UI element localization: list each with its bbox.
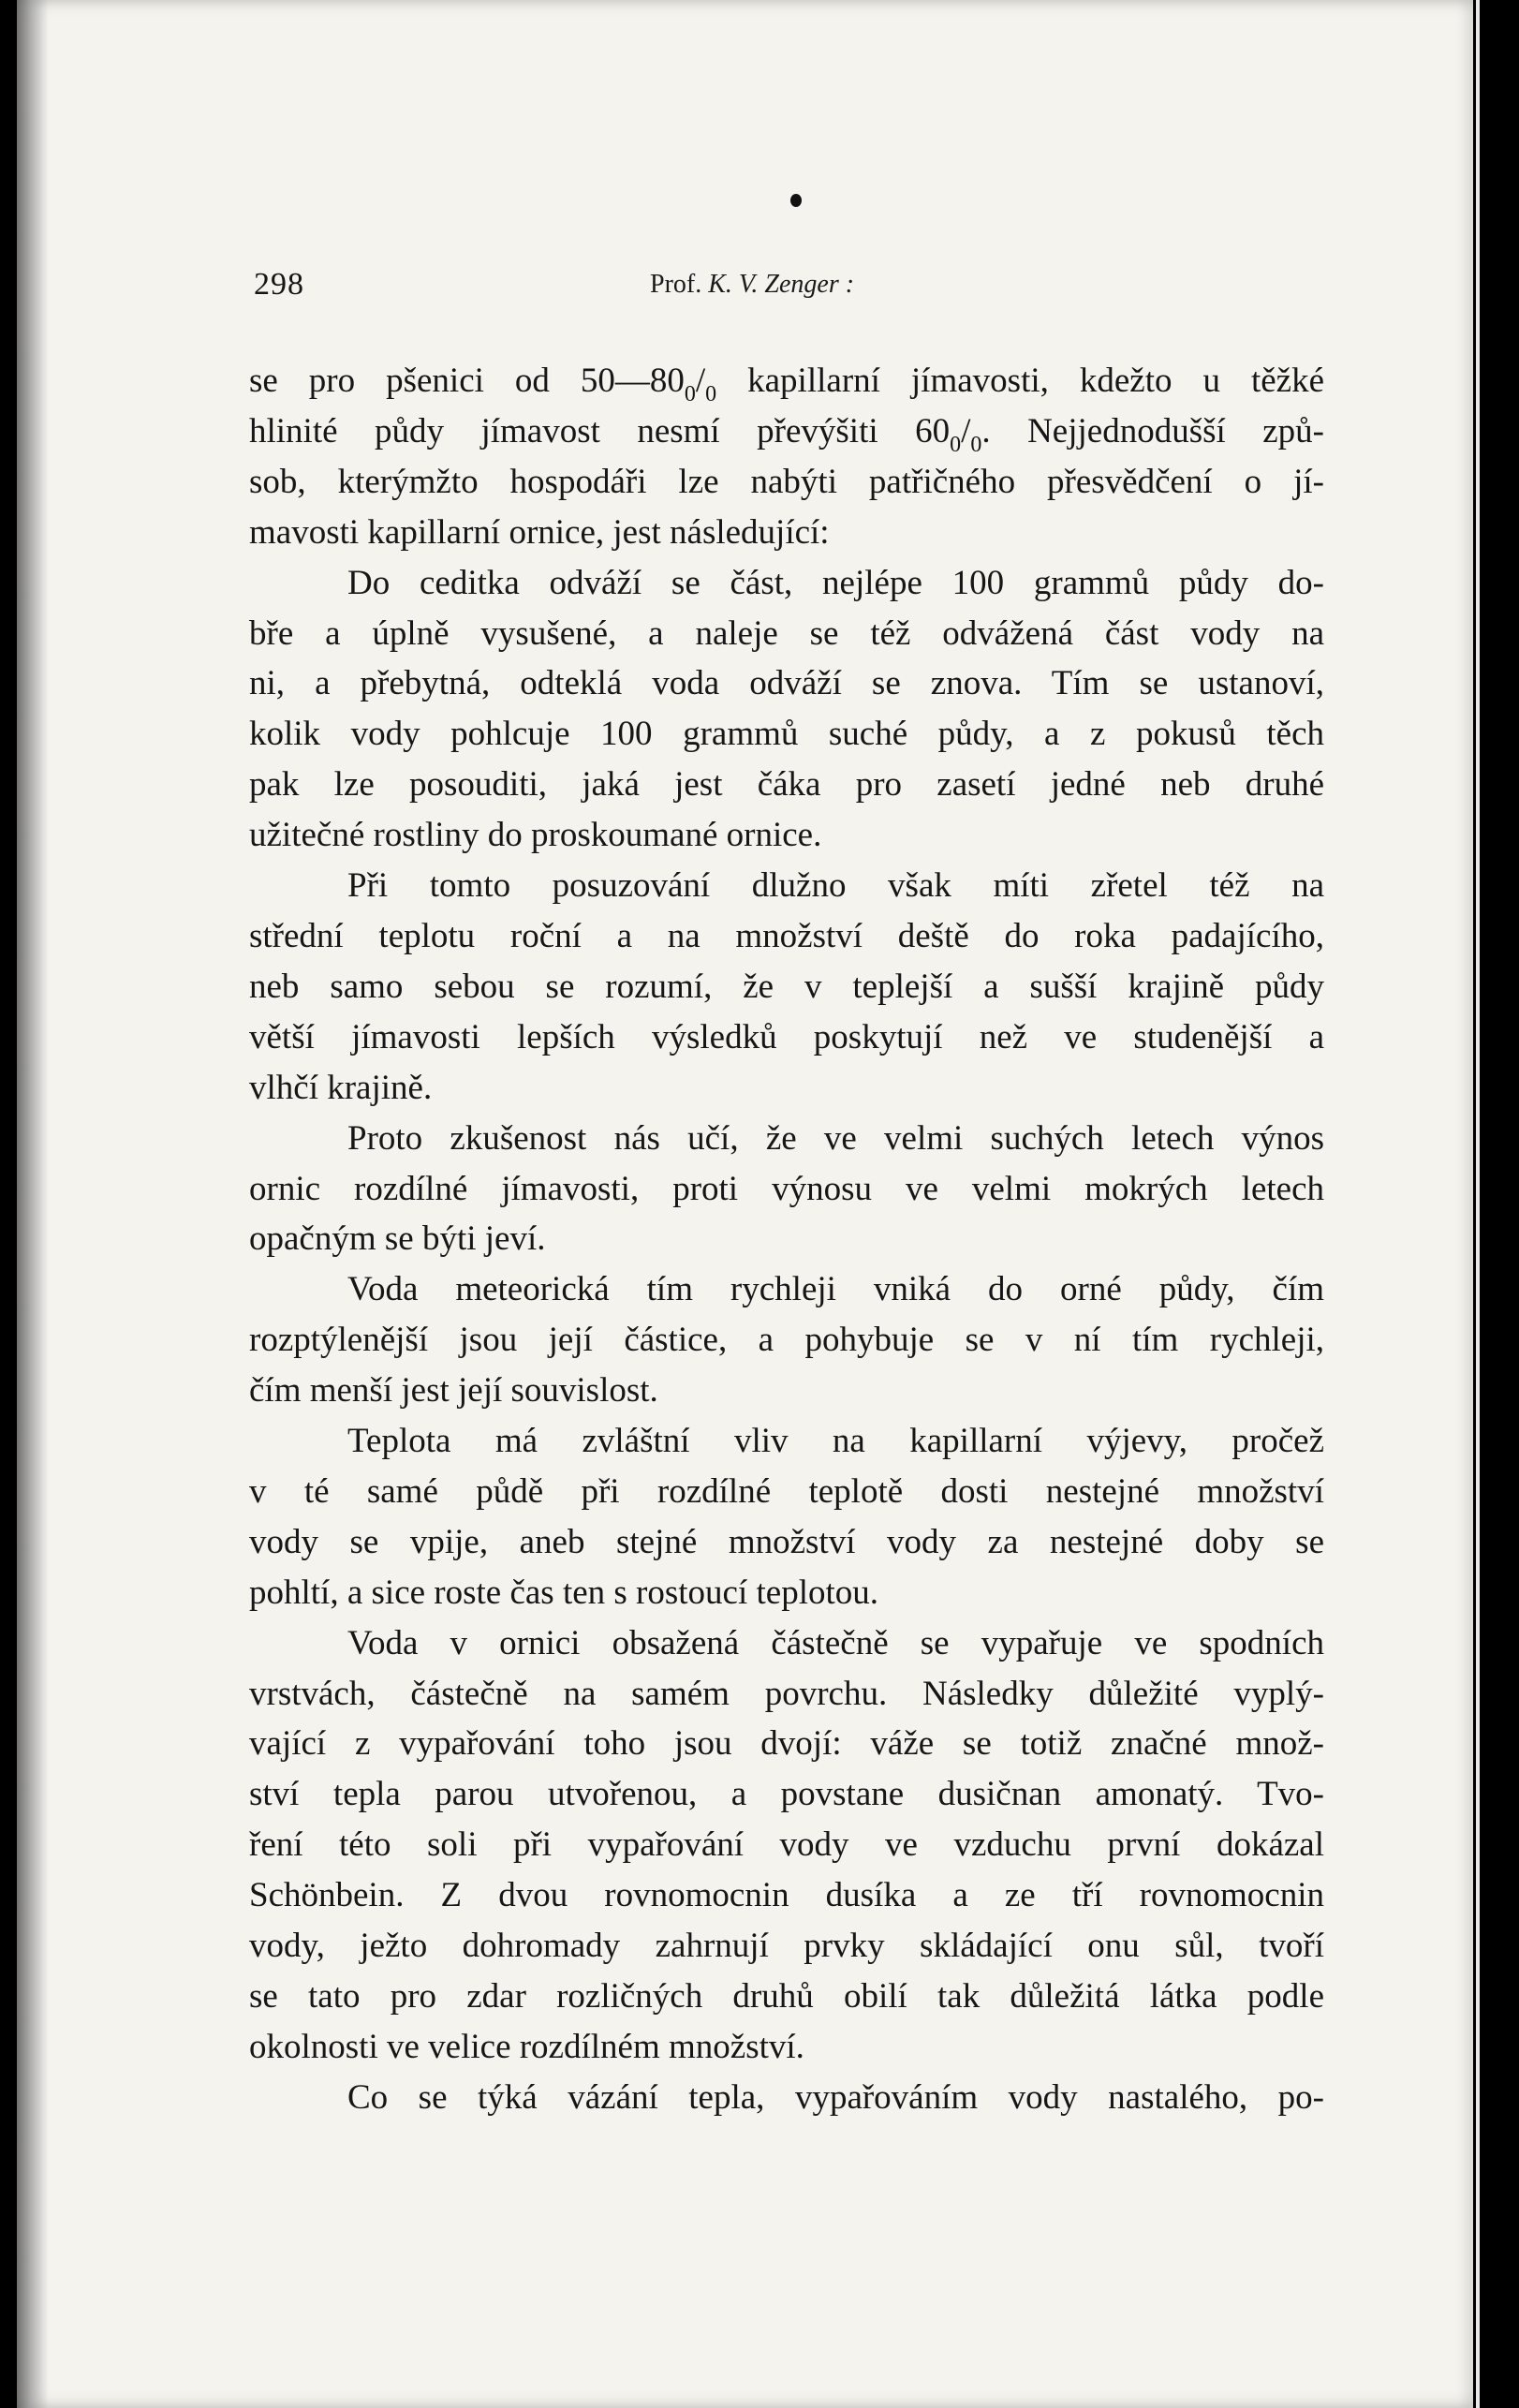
text-line: neb samo sebou se rozumí, že v teplejší a sušší krajině půdy [249, 967, 1324, 1006]
printer-ornament-dot [790, 194, 802, 207]
text-line: pohltí, a sice roste čas ten s rostoucí teplotou. [249, 1573, 879, 1612]
running-head [650, 270, 854, 300]
subscript: 0 [950, 433, 962, 458]
text-line: Co se týká vázání tepla, vypařováním vody nastalého, po- [347, 2077, 1324, 2117]
text-fragment: kapillarní jímavosti, kdežto u těžké [716, 362, 1324, 400]
text-line: se tato pro zdar rozličných druhů obilí tak důležitá látka podle [249, 1977, 1324, 2016]
text-line: opačným se býti jeví. [249, 1219, 546, 1259]
text-line: střední teplotu roční a na množství deště do roka padajícího, [249, 916, 1324, 955]
text-line: mavosti kapillarní ornice, jest následující: [249, 512, 830, 552]
text-line: sob, kterýmžto hospodáři lze nabýti patřičného přesvědčení o jí- [249, 462, 1324, 501]
text-line: vající z vypařování toho jsou dvojí: váže se totiž značné množ- [249, 1724, 1324, 1764]
body-text [249, 356, 1324, 2123]
text-line: ornic rozdílné jímavosti, proti výnosu ve velmi mokrých letech [249, 1169, 1324, 1208]
scan-right-border [1473, 0, 1519, 2408]
scan-edge-shadow [17, 0, 49, 2408]
text-line: kolik vody pohlcuje 100 grammů suché půdy, a z pokusů těch [249, 715, 1324, 754]
text-line [249, 406, 1324, 457]
author-initials: K. V. [708, 270, 759, 299]
text-line: Voda meteorická tím rychleji vniká do orné půdy, čím [347, 1270, 1324, 1309]
scanned-page [17, 0, 1473, 2408]
text-line [249, 356, 1324, 406]
author-prefix: Prof. [650, 270, 709, 299]
text-line: Schönbein. Z dvou rovnomocnin dusíka a ze tří rovnomocnin [249, 1876, 1324, 1915]
scan-right-edge [1476, 0, 1480, 2408]
text-line: ství tepla parou utvořenou, a povstane dusičnan amonatý. Tvo- [249, 1775, 1324, 1814]
text-line: okolnosti ve velice rozdílném množství. [249, 2027, 804, 2066]
text-line: Teplota má zvláštní vliv na kapillarní výjevy, pročež [347, 1422, 1324, 1461]
text-fragment: / [961, 411, 971, 451]
text-line: rozptýlenější jsou její částice, a pohybuje se v ní tím rychleji, [249, 1321, 1324, 1360]
author-name: Zenger : [758, 270, 855, 299]
text-line: užitečné rostliny do proskoumané ornice. [249, 816, 822, 855]
page-number: 298 [254, 267, 304, 302]
text-line: Proto zkušenost nás učí, že ve velmi suchých letech výnos [347, 1118, 1324, 1158]
text-line: v té samé půdě při rozdílné teplotě dosti nestejné množství [249, 1471, 1324, 1511]
text-fragment: se pro pšenici od 50—80 [249, 362, 685, 400]
text-line: pak lze posouditi, jaká jest čáka pro zasetí jedné neb druhé [249, 765, 1324, 805]
text-line: Voda v ornici obsažená částečně se vypařuje ve spodních [347, 1623, 1324, 1662]
subscript: 0 [970, 433, 982, 458]
text-fragment: . Nejjednodušší způ- [981, 411, 1324, 451]
text-line: vrstvách, částečně na samém povrchu. Následky důležité vyplý- [249, 1674, 1324, 1713]
text-line: vlhčí krajině. [249, 1068, 433, 1107]
text-line: ření této soli při vypařování vody ve vzduchu první dokázal [249, 1825, 1324, 1865]
text-line: Do ceditka odváží se část, nejlépe 100 grammů půdy do- [347, 563, 1324, 602]
text-line: čím menší jest její souvislost. [249, 1371, 658, 1411]
text-line: vody, ježto dohromady zahrnují prvky skládající onu sůl, tvoří [249, 1927, 1324, 1966]
text-line: vody se vpije, aneb stejné množství vody za nestejné doby se [249, 1522, 1324, 1561]
text-fragment: hlinité půdy jímavost nesmí převýšiti 60 [249, 411, 951, 451]
subscript: 0 [684, 382, 696, 407]
subscript: 0 [705, 382, 717, 407]
text-line: ni, a přebytná, odteklá voda odváží se znova. Tím se ustanoví, [249, 664, 1324, 703]
text-fragment: / [695, 362, 706, 400]
text-line: Při tomto posuzování dlužno však míti zřetel též na [347, 866, 1324, 906]
text-line: bře a úplně vysušené, a naleje se též odvážená část vody na [249, 613, 1324, 653]
text-line: větší jímavosti lepších výsledků poskytují než ve studenější a [249, 1017, 1324, 1056]
